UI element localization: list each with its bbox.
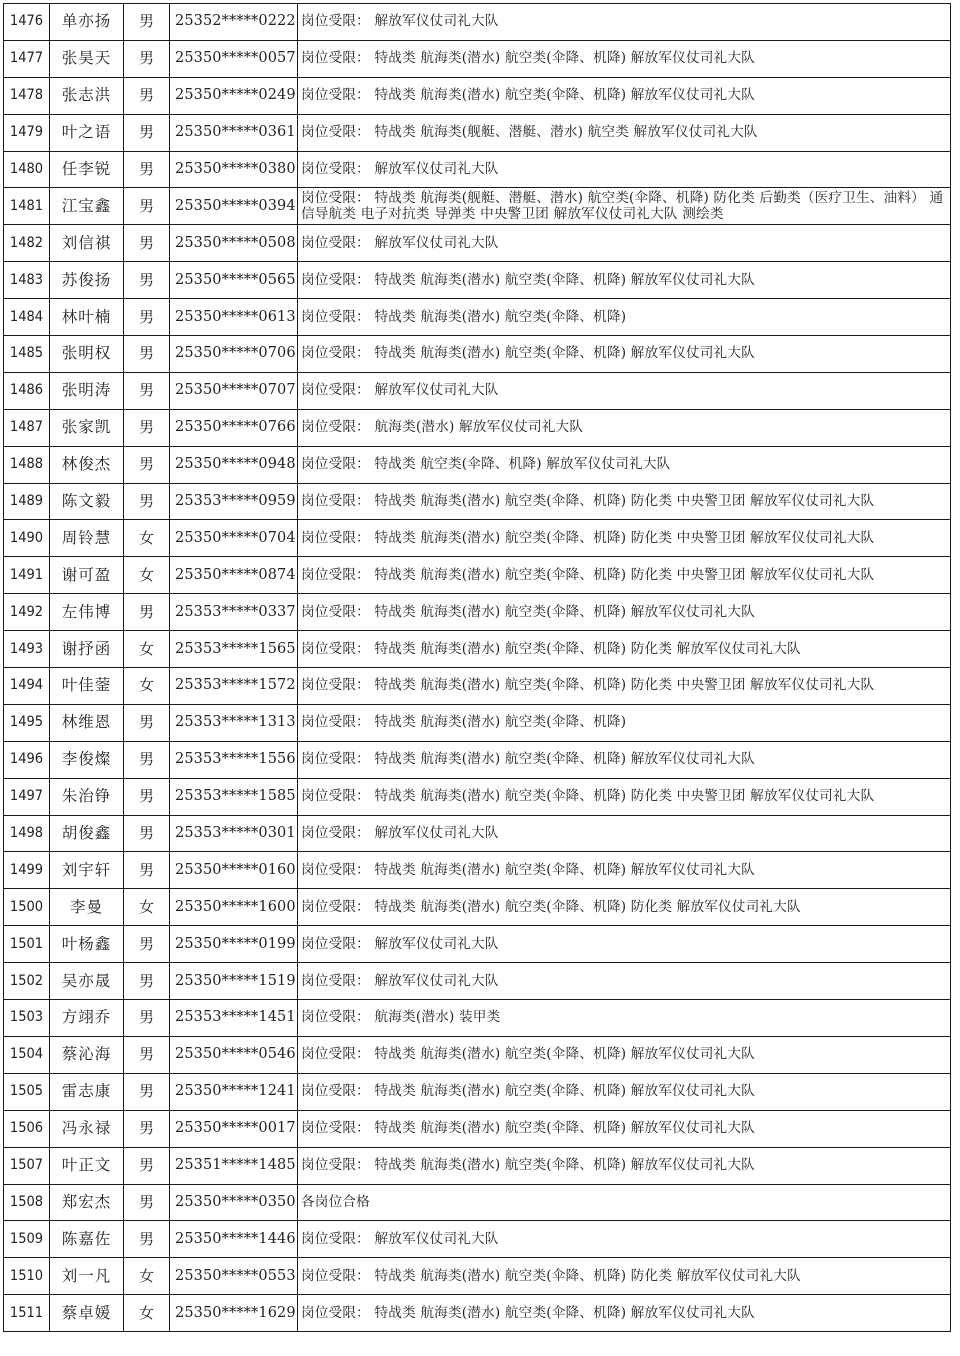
row-number-cell: 1510 xyxy=(4,1258,50,1295)
result-cell: 岗位受限： 特战类 航海类(舰艇、潜艇、潜水) 航空类(伞降、机降) 防化类 后勤类（医疗卫生、油料） 通信导航类 电子对抗类 导弹类 中央警卫团 解放军仪仗司礼大队 测绘类 xyxy=(298,188,951,225)
sex-cell: 女 xyxy=(124,557,170,594)
sex-cell: 男 xyxy=(124,483,170,520)
row-number-cell: 1511 xyxy=(4,1295,50,1332)
result-cell: 岗位受限： 特战类 航海类(潜水) 航空类(伞降、机降) 防化类 中央警卫团 解放军仪仗司礼大队 xyxy=(298,520,951,557)
id-number-cell: 25353*****1313 xyxy=(170,704,298,741)
id-number-cell: 25353*****1556 xyxy=(170,741,298,778)
table-row xyxy=(4,594,951,631)
id-number-cell: 25353*****0959 xyxy=(170,483,298,520)
table-row xyxy=(4,409,951,446)
result-cell: 岗位受限： 特战类 航海类(潜水) 航空类(伞降、机降) 解放军仪仗司礼大队 xyxy=(298,1295,951,1332)
table-row xyxy=(4,1110,951,1147)
result-cell: 岗位受限： 特战类 航海类(潜水) 航空类(伞降、机降) xyxy=(298,299,951,336)
row-number-cell: 1489 xyxy=(4,483,50,520)
name-cell: 刘信祺 xyxy=(50,225,124,262)
id-number-cell: 25350*****0394 xyxy=(170,188,298,225)
result-cell: 岗位受限： 特战类 航海类(潜水) 航空类(伞降、机降) 解放军仪仗司礼大队 xyxy=(298,1147,951,1184)
result-cell: 岗位受限： 特战类 航海类(潜水) 航空类(伞降、机降) 解放军仪仗司礼大队 xyxy=(298,336,951,373)
result-cell: 岗位受限： 特战类 航海类(潜水) 航空类(伞降、机降) 解放军仪仗司礼大队 xyxy=(298,1073,951,1110)
name-cell: 陈文毅 xyxy=(50,483,124,520)
table-row xyxy=(4,1073,951,1110)
row-number-cell: 1488 xyxy=(4,446,50,483)
table-row xyxy=(4,778,951,815)
results-table-body xyxy=(4,4,951,1332)
result-cell: 岗位受限： 解放军仪仗司礼大队 xyxy=(298,151,951,188)
sex-cell: 男 xyxy=(124,1110,170,1147)
name-cell: 刘一凡 xyxy=(50,1258,124,1295)
table-row xyxy=(4,4,951,41)
result-cell: 岗位受限： 特战类 航海类(潜水) 航空类(伞降、机降) xyxy=(298,704,951,741)
table-row xyxy=(4,1147,951,1184)
sex-cell: 女 xyxy=(124,889,170,926)
row-number-cell: 1502 xyxy=(4,963,50,1000)
table-row xyxy=(4,889,951,926)
result-cell: 岗位受限： 特战类 航海类(潜水) 航空类(伞降、机降) 防化类 解放军仪仗司礼大队 xyxy=(298,1258,951,1295)
sex-cell: 男 xyxy=(124,1036,170,1073)
result-cell: 各岗位合格 xyxy=(298,1184,951,1221)
name-cell: 李曼 xyxy=(50,889,124,926)
name-cell: 叶杨鑫 xyxy=(50,926,124,963)
row-number-cell: 1498 xyxy=(4,815,50,852)
id-number-cell: 25350*****0553 xyxy=(170,1258,298,1295)
result-cell: 岗位受限： 特战类 航海类(潜水) 航空类(伞降、机降) 解放军仪仗司礼大队 xyxy=(298,741,951,778)
row-number-cell: 1501 xyxy=(4,926,50,963)
result-cell: 岗位受限： 特战类 航海类(潜水) 航空类(伞降、机降) 解放军仪仗司礼大队 xyxy=(298,594,951,631)
sex-cell: 男 xyxy=(124,1000,170,1037)
sex-cell: 男 xyxy=(124,225,170,262)
table-row xyxy=(4,631,951,668)
row-number-cell: 1495 xyxy=(4,704,50,741)
id-number-cell: 25350*****1629 xyxy=(170,1295,298,1332)
name-cell: 左伟博 xyxy=(50,594,124,631)
row-number-cell: 1506 xyxy=(4,1110,50,1147)
table-row xyxy=(4,852,951,889)
name-cell: 李俊燦 xyxy=(50,741,124,778)
row-number-cell: 1505 xyxy=(4,1073,50,1110)
id-number-cell: 25350*****1600 xyxy=(170,889,298,926)
id-number-cell: 25350*****0704 xyxy=(170,520,298,557)
row-number-cell: 1509 xyxy=(4,1221,50,1258)
result-cell: 岗位受限： 特战类 航海类(潜水) 航空类(伞降、机降) 解放军仪仗司礼大队 xyxy=(298,1036,951,1073)
id-number-cell: 25350*****0361 xyxy=(170,114,298,151)
row-number-cell: 1476 xyxy=(4,4,50,41)
name-cell: 单亦扬 xyxy=(50,4,124,41)
name-cell: 蔡卓媛 xyxy=(50,1295,124,1332)
name-cell: 谢可盈 xyxy=(50,557,124,594)
name-cell: 张明涛 xyxy=(50,372,124,409)
table-row xyxy=(4,704,951,741)
sex-cell: 男 xyxy=(124,372,170,409)
row-number-cell: 1484 xyxy=(4,299,50,336)
name-cell: 方翊乔 xyxy=(50,1000,124,1037)
row-number-cell: 1496 xyxy=(4,741,50,778)
row-number-cell: 1508 xyxy=(4,1184,50,1221)
name-cell: 蔡沁海 xyxy=(50,1036,124,1073)
table-row xyxy=(4,446,951,483)
name-cell: 张志洪 xyxy=(50,77,124,114)
sex-cell: 男 xyxy=(124,704,170,741)
row-number-cell: 1490 xyxy=(4,520,50,557)
id-number-cell: 25351*****1485 xyxy=(170,1147,298,1184)
result-cell: 岗位受限： 解放军仪仗司礼大队 xyxy=(298,815,951,852)
sex-cell: 男 xyxy=(124,1147,170,1184)
table-row xyxy=(4,114,951,151)
name-cell: 张昊天 xyxy=(50,40,124,77)
result-cell: 岗位受限： 解放军仪仗司礼大队 xyxy=(298,372,951,409)
sex-cell: 男 xyxy=(124,741,170,778)
results-sheet xyxy=(3,3,950,1332)
name-cell: 郑宏杰 xyxy=(50,1184,124,1221)
result-cell: 岗位受限： 特战类 航海类(潜水) 航空类(伞降、机降) 防化类 中央警卫团 解放军仪仗司礼大队 xyxy=(298,668,951,705)
name-cell: 吴亦晟 xyxy=(50,963,124,1000)
table-row xyxy=(4,668,951,705)
name-cell: 胡俊鑫 xyxy=(50,815,124,852)
result-cell: 岗位受限： 特战类 航海类(潜水) 航空类(伞降、机降) 防化类 中央警卫团 解放军仪仗司礼大队 xyxy=(298,557,951,594)
table-row xyxy=(4,926,951,963)
name-cell: 谢抒函 xyxy=(50,631,124,668)
table-row xyxy=(4,1184,951,1221)
result-cell: 岗位受限： 特战类 航海类(潜水) 航空类(伞降、机降) 防化类 中央警卫团 解放军仪仗司礼大队 xyxy=(298,778,951,815)
id-number-cell: 25350*****0160 xyxy=(170,852,298,889)
sex-cell: 男 xyxy=(124,446,170,483)
id-number-cell: 25350*****0380 xyxy=(170,151,298,188)
sex-cell: 男 xyxy=(124,4,170,41)
sex-cell: 男 xyxy=(124,1184,170,1221)
row-number-cell: 1500 xyxy=(4,889,50,926)
sex-cell: 男 xyxy=(124,926,170,963)
result-cell: 岗位受限： 航海类(潜水) 装甲类 xyxy=(298,1000,951,1037)
table-row xyxy=(4,40,951,77)
table-row xyxy=(4,1258,951,1295)
id-number-cell: 25353*****0337 xyxy=(170,594,298,631)
row-number-cell: 1487 xyxy=(4,409,50,446)
row-number-cell: 1492 xyxy=(4,594,50,631)
name-cell: 朱治铮 xyxy=(50,778,124,815)
table-row xyxy=(4,741,951,778)
results-table xyxy=(3,3,951,1332)
id-number-cell: 25350*****0948 xyxy=(170,446,298,483)
sex-cell: 男 xyxy=(124,299,170,336)
id-number-cell: 25350*****0546 xyxy=(170,1036,298,1073)
sex-cell: 男 xyxy=(124,40,170,77)
table-row xyxy=(4,557,951,594)
name-cell: 林叶楠 xyxy=(50,299,124,336)
result-cell: 岗位受限： 特战类 航海类(潜水) 航空类(伞降、机降) 解放军仪仗司礼大队 xyxy=(298,40,951,77)
name-cell: 陈嘉佐 xyxy=(50,1221,124,1258)
name-cell: 苏俊扬 xyxy=(50,262,124,299)
sex-cell: 男 xyxy=(124,1073,170,1110)
table-row xyxy=(4,1000,951,1037)
sex-cell: 男 xyxy=(124,151,170,188)
id-number-cell: 25350*****0706 xyxy=(170,336,298,373)
id-number-cell: 25353*****1451 xyxy=(170,1000,298,1037)
row-number-cell: 1485 xyxy=(4,336,50,373)
id-number-cell: 25350*****0017 xyxy=(170,1110,298,1147)
sex-cell: 男 xyxy=(124,963,170,1000)
sex-cell: 男 xyxy=(124,1221,170,1258)
table-row xyxy=(4,1221,951,1258)
result-cell: 岗位受限： 解放军仪仗司礼大队 xyxy=(298,963,951,1000)
row-number-cell: 1478 xyxy=(4,77,50,114)
id-number-cell: 25350*****0565 xyxy=(170,262,298,299)
id-number-cell: 25350*****0350 xyxy=(170,1184,298,1221)
name-cell: 叶之语 xyxy=(50,114,124,151)
result-cell: 岗位受限： 解放军仪仗司礼大队 xyxy=(298,926,951,963)
sex-cell: 女 xyxy=(124,1295,170,1332)
id-number-cell: 25353*****1565 xyxy=(170,631,298,668)
result-cell: 岗位受限： 解放军仪仗司礼大队 xyxy=(298,1221,951,1258)
id-number-cell: 25350*****0613 xyxy=(170,299,298,336)
row-number-cell: 1494 xyxy=(4,668,50,705)
name-cell: 冯永禄 xyxy=(50,1110,124,1147)
sex-cell: 男 xyxy=(124,77,170,114)
table-row xyxy=(4,151,951,188)
name-cell: 雷志康 xyxy=(50,1073,124,1110)
table-row xyxy=(4,299,951,336)
result-cell: 岗位受限： 航海类(潜水) 解放军仪仗司礼大队 xyxy=(298,409,951,446)
sex-cell: 男 xyxy=(124,778,170,815)
id-number-cell: 25350*****0766 xyxy=(170,409,298,446)
id-number-cell: 25353*****0301 xyxy=(170,815,298,852)
id-number-cell: 25350*****1519 xyxy=(170,963,298,1000)
result-cell: 岗位受限： 特战类 航海类(潜水) 航空类(伞降、机降) 解放军仪仗司礼大队 xyxy=(298,1110,951,1147)
id-number-cell: 25350*****1446 xyxy=(170,1221,298,1258)
sex-cell: 女 xyxy=(124,520,170,557)
name-cell: 林俊杰 xyxy=(50,446,124,483)
id-number-cell: 25350*****0508 xyxy=(170,225,298,262)
table-row xyxy=(4,1036,951,1073)
row-number-cell: 1486 xyxy=(4,372,50,409)
row-number-cell: 1482 xyxy=(4,225,50,262)
table-row xyxy=(4,225,951,262)
row-number-cell: 1480 xyxy=(4,151,50,188)
table-row xyxy=(4,188,951,225)
row-number-cell: 1491 xyxy=(4,557,50,594)
sex-cell: 男 xyxy=(124,114,170,151)
name-cell: 张明权 xyxy=(50,336,124,373)
id-number-cell: 25350*****1241 xyxy=(170,1073,298,1110)
sex-cell: 男 xyxy=(124,409,170,446)
sex-cell: 男 xyxy=(124,815,170,852)
row-number-cell: 1497 xyxy=(4,778,50,815)
table-row xyxy=(4,963,951,1000)
id-number-cell: 25350*****0874 xyxy=(170,557,298,594)
id-number-cell: 25350*****0199 xyxy=(170,926,298,963)
sex-cell: 男 xyxy=(124,852,170,889)
name-cell: 江宝鑫 xyxy=(50,188,124,225)
table-row xyxy=(4,520,951,557)
result-cell: 岗位受限： 特战类 航海类(潜水) 航空类(伞降、机降) 解放军仪仗司礼大队 xyxy=(298,77,951,114)
table-row xyxy=(4,815,951,852)
table-row xyxy=(4,1295,951,1332)
sex-cell: 女 xyxy=(124,1258,170,1295)
table-row xyxy=(4,372,951,409)
sex-cell: 女 xyxy=(124,631,170,668)
table-row xyxy=(4,77,951,114)
row-number-cell: 1483 xyxy=(4,262,50,299)
result-cell: 岗位受限： 解放军仪仗司礼大队 xyxy=(298,225,951,262)
row-number-cell: 1479 xyxy=(4,114,50,151)
row-number-cell: 1504 xyxy=(4,1036,50,1073)
name-cell: 叶正文 xyxy=(50,1147,124,1184)
id-number-cell: 25350*****0249 xyxy=(170,77,298,114)
result-cell: 岗位受限： 特战类 航海类(潜水) 航空类(伞降、机降) 防化类 中央警卫团 解放军仪仗司礼大队 xyxy=(298,483,951,520)
name-cell: 张家凯 xyxy=(50,409,124,446)
sex-cell: 男 xyxy=(124,262,170,299)
result-cell: 岗位受限： 特战类 航海类(舰艇、潜艇、潜水) 航空类 解放军仪仗司礼大队 xyxy=(298,114,951,151)
name-cell: 刘宇轩 xyxy=(50,852,124,889)
result-cell: 岗位受限： 特战类 航海类(潜水) 航空类(伞降、机降) 防化类 解放军仪仗司礼大队 xyxy=(298,631,951,668)
row-number-cell: 1481 xyxy=(4,188,50,225)
id-number-cell: 25350*****0057 xyxy=(170,40,298,77)
id-number-cell: 25353*****1572 xyxy=(170,668,298,705)
sex-cell: 男 xyxy=(124,188,170,225)
row-number-cell: 1493 xyxy=(4,631,50,668)
row-number-cell: 1507 xyxy=(4,1147,50,1184)
id-number-cell: 25350*****0707 xyxy=(170,372,298,409)
row-number-cell: 1503 xyxy=(4,1000,50,1037)
name-cell: 周铃慧 xyxy=(50,520,124,557)
name-cell: 叶佳蓥 xyxy=(50,668,124,705)
result-cell: 岗位受限： 特战类 航海类(潜水) 航空类(伞降、机降) 解放军仪仗司礼大队 xyxy=(298,852,951,889)
id-number-cell: 25353*****1585 xyxy=(170,778,298,815)
table-row xyxy=(4,336,951,373)
name-cell: 任李锐 xyxy=(50,151,124,188)
sex-cell: 男 xyxy=(124,594,170,631)
result-cell: 岗位受限： 解放军仪仗司礼大队 xyxy=(298,4,951,41)
result-cell: 岗位受限： 特战类 航空类(伞降、机降) 解放军仪仗司礼大队 xyxy=(298,446,951,483)
sex-cell: 男 xyxy=(124,336,170,373)
result-cell: 岗位受限： 特战类 航海类(潜水) 航空类(伞降、机降) 解放军仪仗司礼大队 xyxy=(298,262,951,299)
result-cell: 岗位受限： 特战类 航海类(潜水) 航空类(伞降、机降) 防化类 解放军仪仗司礼大队 xyxy=(298,889,951,926)
id-number-cell: 25352*****0222 xyxy=(170,4,298,41)
name-cell: 林维恩 xyxy=(50,704,124,741)
row-number-cell: 1499 xyxy=(4,852,50,889)
sex-cell: 女 xyxy=(124,668,170,705)
row-number-cell: 1477 xyxy=(4,40,50,77)
table-row xyxy=(4,262,951,299)
table-row xyxy=(4,483,951,520)
